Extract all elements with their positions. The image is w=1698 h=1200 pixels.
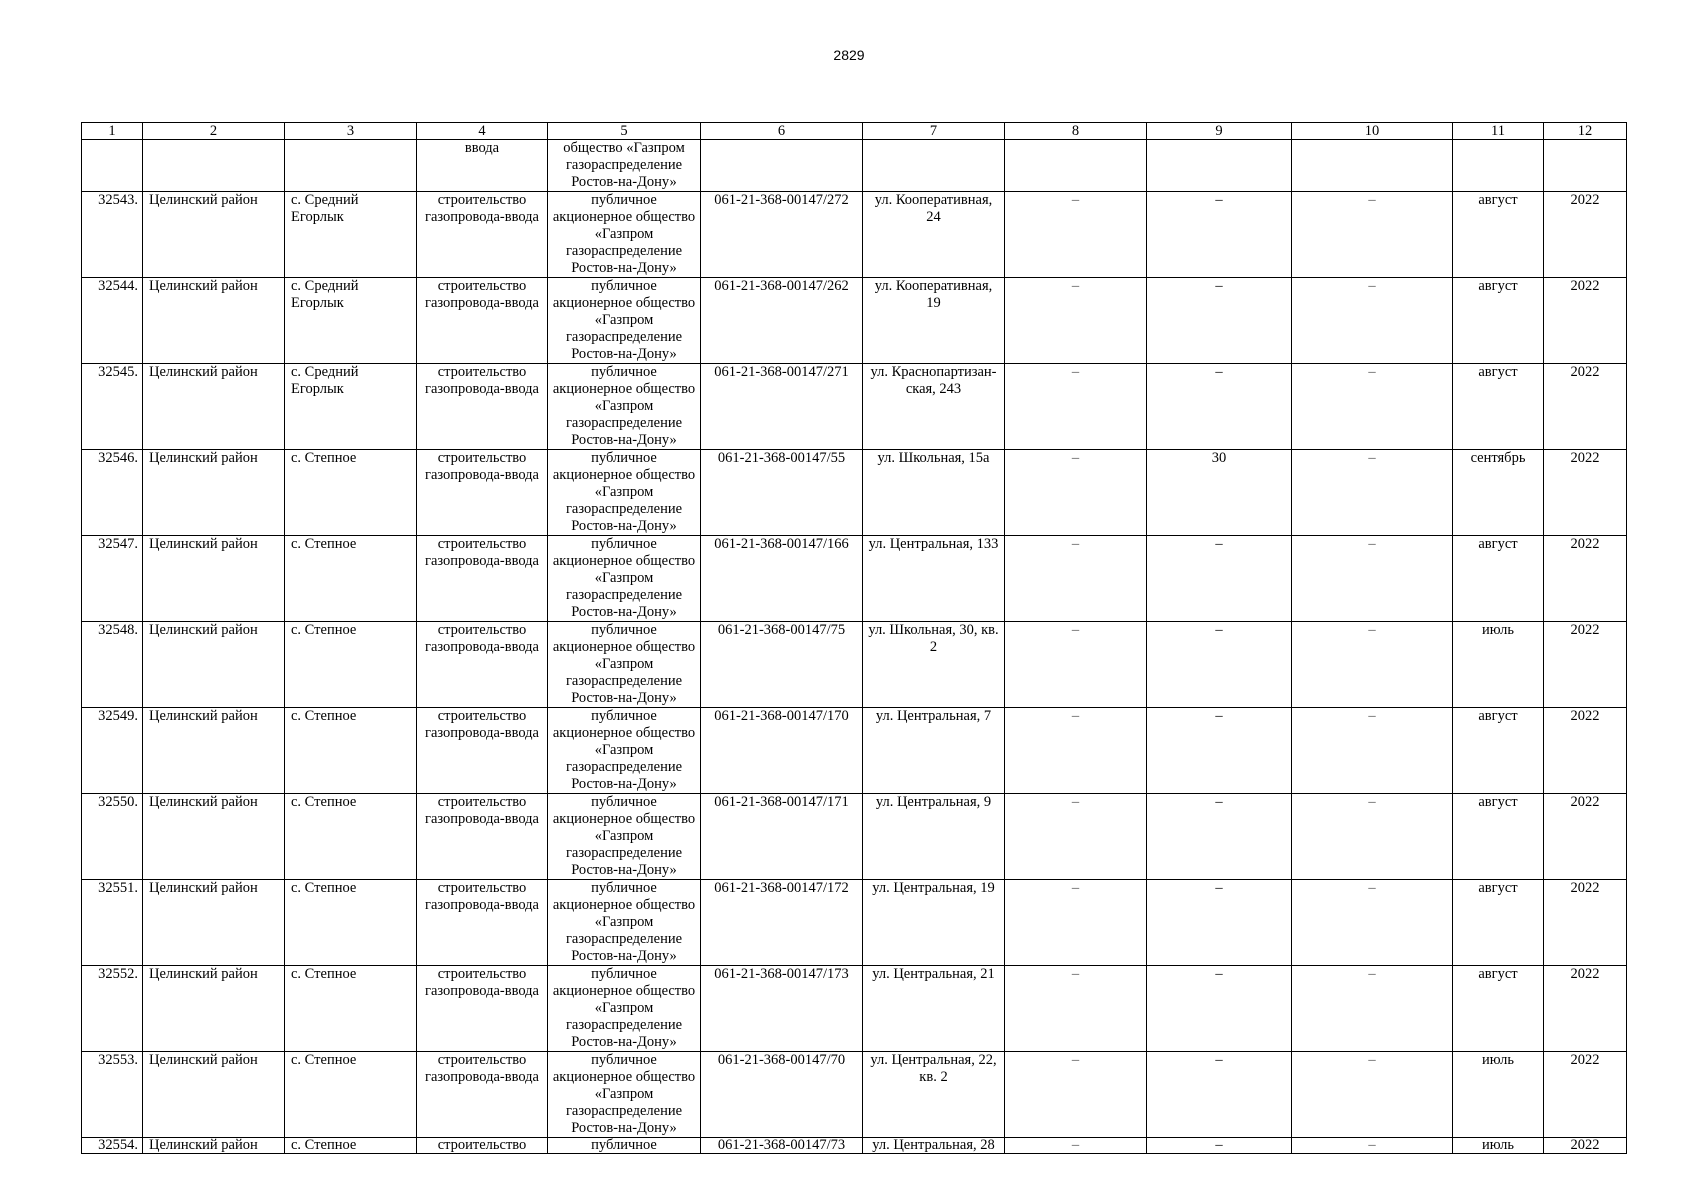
settlement-cell: с. Степное	[285, 966, 417, 1052]
table-row	[82, 278, 1627, 364]
col9-cell: –	[1147, 1138, 1292, 1154]
col9-cell: –	[1147, 536, 1292, 622]
year-cell: 2022	[1544, 1052, 1627, 1138]
column-header: 7	[863, 123, 1005, 140]
code-cell: 061-21-368-00147/70	[701, 1052, 863, 1138]
settlement-cell: с. Степное	[285, 622, 417, 708]
year-cell: 2022	[1544, 450, 1627, 536]
work-cell: строительство газопровода-ввода	[417, 1052, 548, 1138]
org-cell: публичное	[548, 1138, 701, 1154]
row-number-cell: 32550.	[82, 794, 143, 880]
work-cell: строительство газопровода-ввода	[417, 708, 548, 794]
year-cell: 2022	[1544, 966, 1627, 1052]
col8-cell: –	[1005, 708, 1147, 794]
address-cell: ул. Центральная, 133	[863, 536, 1005, 622]
org-cell: общество «Газпром газораспределение Ростов-на-Дону»	[548, 140, 701, 192]
col8-cell: –	[1005, 364, 1147, 450]
org-cell: публичное акционерное общество «Газпром газораспределение Ростов-на-Дону»	[548, 966, 701, 1052]
org-cell: публичное акционерное общество «Газпром газораспределение Ростов-на-Дону»	[548, 364, 701, 450]
org-cell: публичное акционерное общество «Газпром газораспределение Ростов-на-Дону»	[548, 794, 701, 880]
address-cell: ул. Кооперативная, 24	[863, 192, 1005, 278]
column-header: 11	[1453, 123, 1544, 140]
district-cell: Целинский район	[143, 880, 285, 966]
col10-cell: –	[1292, 1052, 1453, 1138]
column-header: 5	[548, 123, 701, 140]
registry-table	[81, 122, 1627, 1154]
org-cell: публичное акционерное общество «Газпром газораспределение Ростов-на-Дону»	[548, 536, 701, 622]
year-cell: 2022	[1544, 880, 1627, 966]
col10-cell: –	[1292, 880, 1453, 966]
table-row	[82, 880, 1627, 966]
month-cell: август	[1453, 794, 1544, 880]
col8-cell: –	[1005, 192, 1147, 278]
month-cell: июль	[1453, 1138, 1544, 1154]
code-cell: 061-21-368-00147/170	[701, 708, 863, 794]
settlement-cell: с. Средний Егорлык	[285, 364, 417, 450]
column-header: 4	[417, 123, 548, 140]
col8-cell: –	[1005, 1052, 1147, 1138]
district-cell: Целинский район	[143, 536, 285, 622]
address-cell: ул. Центральная, 7	[863, 708, 1005, 794]
district-cell: Целинский район	[143, 794, 285, 880]
district-cell: Целинский район	[143, 450, 285, 536]
year-cell: 2022	[1544, 708, 1627, 794]
month-cell: август	[1453, 536, 1544, 622]
settlement-cell: с. Степное	[285, 708, 417, 794]
col10-cell: –	[1292, 1138, 1453, 1154]
work-cell: ввода	[417, 140, 548, 192]
org-cell: публичное акционерное общество «Газпром газораспределение Ростов-на-Дону»	[548, 192, 701, 278]
org-cell: публичное акционерное общество «Газпром газораспределение Ростов-на-Дону»	[548, 880, 701, 966]
code-cell: 061-21-368-00147/166	[701, 536, 863, 622]
district-cell: Целинский район	[143, 278, 285, 364]
org-cell: публичное акционерное общество «Газпром газораспределение Ростов-на-Дону»	[548, 278, 701, 364]
row-number-cell: 32545.	[82, 364, 143, 450]
continuation-row	[82, 140, 1627, 192]
row-number-cell: 32544.	[82, 278, 143, 364]
table-row	[82, 794, 1627, 880]
row-number-cell: 32551.	[82, 880, 143, 966]
column-header: 10	[1292, 123, 1453, 140]
settlement-cell: с. Средний Егорлык	[285, 192, 417, 278]
col8-cell: –	[1005, 278, 1147, 364]
settlement-cell: с. Средний Егорлык	[285, 278, 417, 364]
col8-cell: –	[1005, 1138, 1147, 1154]
district-cell: Целинский район	[143, 622, 285, 708]
work-cell: строительство газопровода-ввода	[417, 966, 548, 1052]
col9-cell: –	[1147, 192, 1292, 278]
work-cell: строительство газопровода-ввода	[417, 880, 548, 966]
org-cell: публичное акционерное общество «Газпром газораспределение Ростов-на-Дону»	[548, 1052, 701, 1138]
code-cell: 061-21-368-00147/73	[701, 1138, 863, 1154]
district-cell: Целинский район	[143, 364, 285, 450]
settlement-cell: с. Степное	[285, 794, 417, 880]
col10-cell: –	[1292, 536, 1453, 622]
col9-cell: 30	[1147, 450, 1292, 536]
code-cell: 061-21-368-00147/55	[701, 450, 863, 536]
col8-cell: –	[1005, 794, 1147, 880]
row-number-cell: 32543.	[82, 192, 143, 278]
year-cell: 2022	[1544, 364, 1627, 450]
month-cell: июль	[1453, 1052, 1544, 1138]
settlement-cell: с. Степное	[285, 880, 417, 966]
settlement-cell: с. Степное	[285, 536, 417, 622]
address-cell: ул. Центральная, 28	[863, 1138, 1005, 1154]
row-number-cell: 32547.	[82, 536, 143, 622]
year-cell: 2022	[1544, 536, 1627, 622]
table-row	[82, 192, 1627, 278]
address-cell: ул. Школьная, 15а	[863, 450, 1005, 536]
address-cell: ул. Краснопартизан-ская, 243	[863, 364, 1005, 450]
code-cell: 061-21-368-00147/171	[701, 794, 863, 880]
col9-cell: –	[1147, 1052, 1292, 1138]
district-cell: Целинский район	[143, 966, 285, 1052]
row-number-cell: 32553.	[82, 1052, 143, 1138]
code-cell: 061-21-368-00147/75	[701, 622, 863, 708]
col10-cell: –	[1292, 364, 1453, 450]
col10-cell: –	[1292, 708, 1453, 794]
settlement-cell: с. Степное	[285, 1052, 417, 1138]
month-cell: август	[1453, 708, 1544, 794]
settlement-cell: с. Степное	[285, 1138, 417, 1154]
month-cell: сентябрь	[1453, 450, 1544, 536]
work-cell: строительство газопровода-ввода	[417, 622, 548, 708]
header-row	[82, 123, 1627, 140]
address-cell: ул. Школьная, 30, кв. 2	[863, 622, 1005, 708]
work-cell: строительство газопровода-ввода	[417, 192, 548, 278]
col9-cell: –	[1147, 278, 1292, 364]
table-row	[82, 622, 1627, 708]
work-cell: строительство газопровода-ввода	[417, 278, 548, 364]
row-number-cell: 32554.	[82, 1138, 143, 1154]
month-cell: август	[1453, 192, 1544, 278]
year-cell: 2022	[1544, 192, 1627, 278]
month-cell: август	[1453, 364, 1544, 450]
table-row	[82, 536, 1627, 622]
col10-cell: –	[1292, 622, 1453, 708]
year-cell: 2022	[1544, 1138, 1627, 1154]
month-cell: июль	[1453, 622, 1544, 708]
column-header: 9	[1147, 123, 1292, 140]
col8-cell: –	[1005, 536, 1147, 622]
page-number: 2829	[833, 47, 865, 63]
column-header: 3	[285, 123, 417, 140]
address-cell: ул. Центральная, 21	[863, 966, 1005, 1052]
column-header: 1	[82, 123, 143, 140]
address-cell: ул. Центральная, 19	[863, 880, 1005, 966]
column-header: 6	[701, 123, 863, 140]
year-cell: 2022	[1544, 622, 1627, 708]
table-row	[82, 1052, 1627, 1138]
address-cell: ул. Центральная, 9	[863, 794, 1005, 880]
org-cell: публичное акционерное общество «Газпром газораспределение Ростов-на-Дону»	[548, 450, 701, 536]
table-row	[82, 966, 1627, 1052]
code-cell: 061-21-368-00147/172	[701, 880, 863, 966]
month-cell: август	[1453, 966, 1544, 1052]
year-cell: 2022	[1544, 794, 1627, 880]
year-cell: 2022	[1544, 278, 1627, 364]
col10-cell: –	[1292, 278, 1453, 364]
org-cell: публичное акционерное общество «Газпром газораспределение Ростов-на-Дону»	[548, 708, 701, 794]
col10-cell: –	[1292, 450, 1453, 536]
col9-cell: –	[1147, 966, 1292, 1052]
work-cell: строительство газопровода-ввода	[417, 450, 548, 536]
col9-cell: –	[1147, 794, 1292, 880]
address-cell: ул. Кооперативная, 19	[863, 278, 1005, 364]
col10-cell: –	[1292, 192, 1453, 278]
col9-cell: –	[1147, 708, 1292, 794]
work-cell: строительство газопровода-ввода	[417, 794, 548, 880]
work-cell: строительство газопровода-ввода	[417, 536, 548, 622]
col10-cell: –	[1292, 966, 1453, 1052]
col9-cell: –	[1147, 880, 1292, 966]
row-number-cell: 32549.	[82, 708, 143, 794]
col9-cell: –	[1147, 622, 1292, 708]
work-cell: строительство	[417, 1138, 548, 1154]
column-header: 2	[143, 123, 285, 140]
code-cell: 061-21-368-00147/173	[701, 966, 863, 1052]
row-number-cell: 32552.	[82, 966, 143, 1052]
col10-cell: –	[1292, 794, 1453, 880]
org-cell: публичное акционерное общество «Газпром газораспределение Ростов-на-Дону»	[548, 622, 701, 708]
col8-cell: –	[1005, 622, 1147, 708]
code-cell: 061-21-368-00147/272	[701, 192, 863, 278]
row-number-cell: 32548.	[82, 622, 143, 708]
col8-cell: –	[1005, 450, 1147, 536]
district-cell: Целинский район	[143, 1138, 285, 1154]
district-cell: Целинский район	[143, 1052, 285, 1138]
row-number-cell: 32546.	[82, 450, 143, 536]
month-cell: август	[1453, 880, 1544, 966]
work-cell: строительство газопровода-ввода	[417, 364, 548, 450]
table-row	[82, 450, 1627, 536]
district-cell: Целинский район	[143, 708, 285, 794]
code-cell: 061-21-368-00147/271	[701, 364, 863, 450]
district-cell: Целинский район	[143, 192, 285, 278]
col8-cell: –	[1005, 880, 1147, 966]
table-row	[82, 708, 1627, 794]
month-cell: август	[1453, 278, 1544, 364]
table-row	[82, 364, 1627, 450]
col9-cell: –	[1147, 364, 1292, 450]
code-cell: 061-21-368-00147/262	[701, 278, 863, 364]
address-cell: ул. Центральная, 22, кв. 2	[863, 1052, 1005, 1138]
col8-cell: –	[1005, 966, 1147, 1052]
column-header: 12	[1544, 123, 1627, 140]
settlement-cell: с. Степное	[285, 450, 417, 536]
table-row	[82, 1138, 1627, 1154]
column-header: 8	[1005, 123, 1147, 140]
